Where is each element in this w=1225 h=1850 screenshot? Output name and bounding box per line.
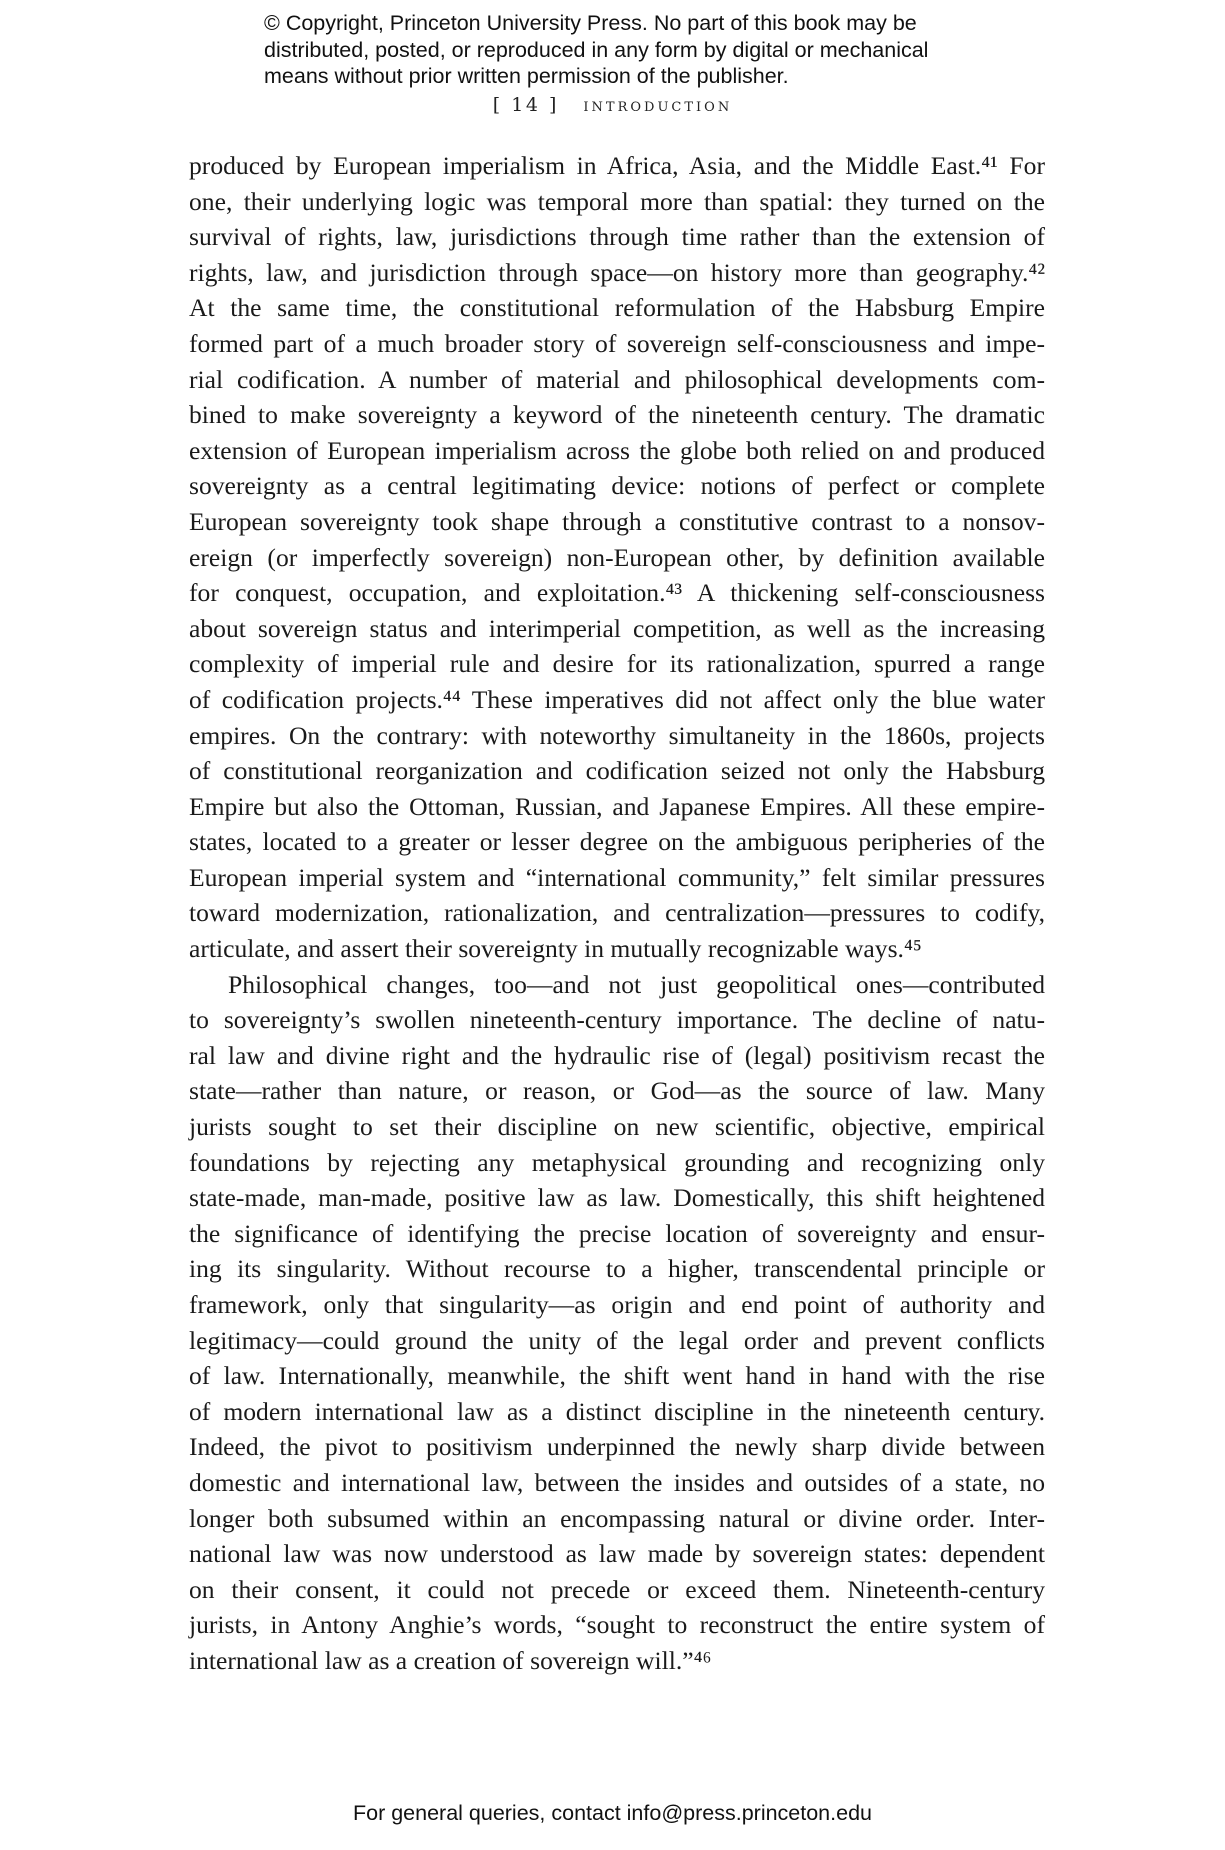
text-line: the significance of identifying the precise location of sovereignty and ensur-: [189, 1218, 1045, 1248]
paragraph: [189, 148, 1045, 967]
text-line: jurists, in Antony Anghie’s words, “sought to reconstruct the entire system of: [189, 1610, 1045, 1640]
copyright-line: distributed, posted, or reproduced in any form by digital or mechanical: [264, 37, 929, 62]
section-title: introduction: [583, 94, 733, 116]
text-line: longer both subsumed within an encompassing natural or divine order. Inter-: [189, 1503, 1045, 1533]
page-number: [ 14 ]: [492, 94, 559, 116]
text-line: ing its singularity. Without recourse to a higher, transcendental principle or: [189, 1254, 1045, 1284]
text-line: formed part of a much broader story of sovereign self-consciousness and impe-: [189, 328, 1045, 358]
text-line: produced by European imperialism in Africa, Asia, and the Middle East.⁴¹ For: [189, 151, 1045, 180]
text-line: ereign (or imperfectly sovereign) non-European other, by definition available: [189, 542, 1045, 572]
text-line: bined to make sovereignty a keyword of the nineteenth century. The dramatic: [189, 400, 1045, 430]
text-line: on their consent, it could not precede or exceed them. Nineteenth-century: [189, 1574, 1045, 1604]
text-line: national law was now understood as law made by sovereign states: dependent: [189, 1539, 1045, 1569]
text-line: for conquest, occupation, and exploitation.⁴³ A thickening self-consciousness: [189, 578, 1045, 608]
copyright-line: © Copyright, Princeton University Press. No part of this book may be: [264, 11, 917, 35]
text-line: of constitutional reorganization and codification seized not only the Habsburg: [189, 756, 1045, 786]
text-line: extension of European imperialism across the globe both relied on and produced: [189, 435, 1045, 465]
text-line: rial codification. A number of material and philosophical developments com-: [189, 364, 1045, 394]
text-line: ral law and divine right and the hydraulic rise of (legal) positivism recast the: [189, 1040, 1045, 1070]
text-line: state-made, man-made, positive law as law. Domestically, this shift heightened: [189, 1183, 1045, 1213]
text-line: European sovereignty took shape through a constitutive contrast to a nonsov-: [189, 506, 1045, 536]
text-line: framework, only that singularity—as origin and end point of authority and: [189, 1290, 1045, 1319]
text-line: rights, law, and jurisdiction through space—on history more than geography.⁴²: [189, 257, 1045, 287]
text-line: European imperial system and “international community,” felt similar pressures: [189, 862, 1045, 892]
text-line: articulate, and assert their sovereignty in mutually recognizable ways.⁴⁵: [189, 934, 922, 964]
text-line: domestic and international law, between the insides and outsides of a state, no: [189, 1467, 1045, 1497]
text-line: of law. Internationally, meanwhile, the shift went hand in hand with the rise: [189, 1361, 1045, 1391]
text-line: foundations by rejecting any metaphysical grounding and recognizing only: [189, 1147, 1045, 1177]
text-line: At the same time, the constitutional reformulation of the Habsburg Empire: [189, 293, 1045, 323]
text-line: one, their underlying logic was temporal more than spatial: they turned on the: [189, 186, 1045, 216]
text-line: states, located to a greater or lesser degree on the ambiguous peripheries of the: [189, 827, 1045, 857]
text-line: of codification projects.⁴⁴ These imperatives did not affect only the blue water: [189, 684, 1045, 714]
text-line: toward modernization, rationalization, and centralization—pressures to codify,: [189, 898, 1045, 928]
text-line: Empire but also the Ottoman, Russian, and Japanese Empires. All these empire-: [189, 791, 1045, 821]
text-line: complexity of imperial rule and desire for its rationalization, spurred a range: [189, 649, 1045, 679]
footer-contact: For general queries, contact info@press.princeton.edu: [352, 1801, 872, 1825]
text-line: jurists sought to set their discipline on new scientific, objective, empirical: [189, 1112, 1045, 1142]
text-line: state—rather than nature, or reason, or God—as the source of law. Many: [189, 1076, 1045, 1106]
text-line: to sovereignty’s swollen nineteenth-century importance. The decline of natu-: [189, 1005, 1045, 1035]
text-line: legitimacy—could ground the unity of the legal order and prevent conflicts: [189, 1325, 1045, 1355]
text-line: sovereignty as a central legitimating device: notions of perfect or complete: [189, 471, 1045, 501]
text-line: empires. On the contrary: with noteworthy simultaneity in the 1860s, projects: [189, 720, 1045, 750]
body-text: [189, 148, 1045, 1679]
copyright-line: means without prior written permission of the publisher.: [264, 64, 789, 88]
running-head: [0, 94, 1225, 116]
paragraph: [189, 967, 1045, 1679]
text-line: Indeed, the pivot to positivism underpinned the newly sharp divide between: [189, 1432, 1045, 1462]
text-line: survival of rights, law, jurisdictions through time rather than the extension of: [189, 222, 1045, 252]
text-line: Philosophical changes, too—and not just geopolitical ones—contributed: [228, 969, 1045, 999]
text-line: international law as a creation of sovereign will.”⁴⁶: [189, 1645, 712, 1675]
copyright-notice: [264, 10, 984, 90]
text-line: of modern international law as a distinct discipline in the nineteenth century.: [189, 1396, 1045, 1426]
text-line: about sovereign status and interimperial competition, as well as the increasing: [189, 613, 1045, 643]
